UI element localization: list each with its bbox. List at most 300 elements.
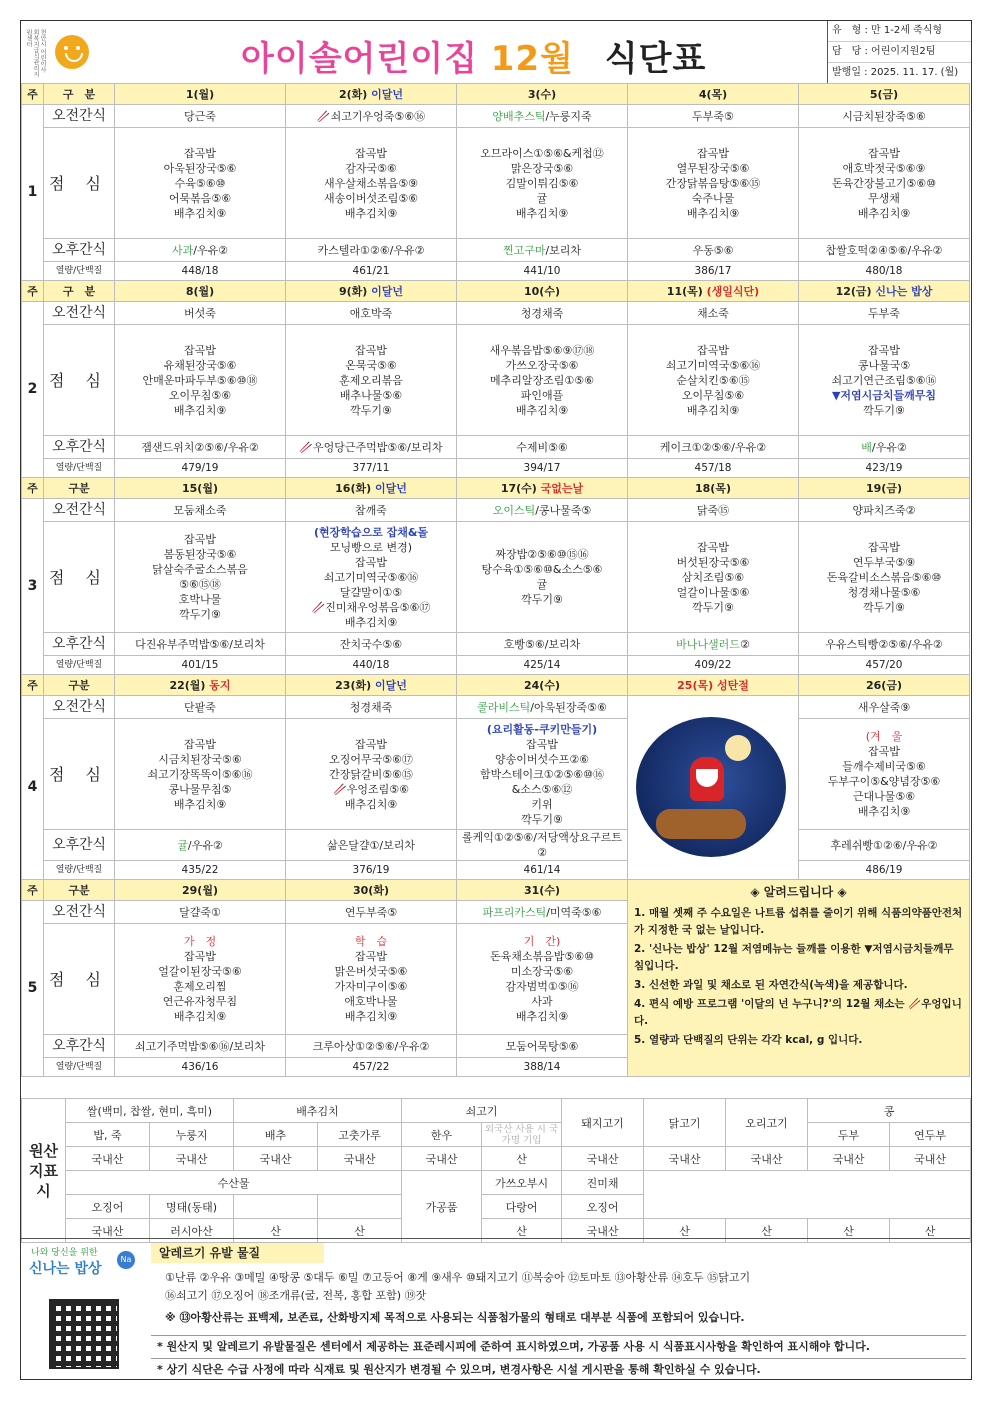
fruit-snack: 배	[861, 440, 872, 454]
origin-bean: 콩	[808, 1099, 971, 1123]
day-date: 24(수)	[524, 678, 560, 692]
origin-value: 산	[726, 1219, 808, 1243]
kcal-value: 461/21	[286, 262, 457, 281]
day-date: 22(월)	[169, 678, 206, 692]
origin-pollack: 명태(동태)	[150, 1195, 234, 1219]
day-date: 29(월)	[182, 883, 218, 897]
day-header	[115, 478, 286, 499]
lunch-row	[22, 522, 970, 633]
lunch-menu	[457, 522, 628, 633]
lunch-label: 점 심	[44, 128, 115, 239]
kcal-value: 401/15	[115, 656, 286, 675]
morning-row	[22, 499, 970, 522]
origin-value: 국내산	[402, 1147, 482, 1171]
menu-item: 잡곡밥	[355, 343, 387, 357]
origin-table	[21, 1098, 971, 1243]
menu-item: 아욱된장국⑤⑥	[163, 161, 237, 175]
kcal-value: 448/18	[115, 262, 286, 281]
afternoon-snack: 우동⑤⑥	[628, 239, 799, 262]
day-header	[628, 675, 799, 696]
lunch-menu	[286, 325, 457, 436]
menu-item: 들깨수제비국⑤⑥	[842, 760, 926, 773]
lunch-menu	[799, 128, 970, 239]
morning-snack: 연두부죽⑤	[286, 901, 457, 924]
day-date: 18(목)	[695, 481, 731, 495]
lunch-menu	[115, 128, 286, 239]
menu-item: 청경채나물⑤⑥	[847, 585, 921, 599]
afternoon-snack: 🥢우엉당근주먹밥⑤⑥/보리차	[286, 436, 457, 459]
brand-logo	[25, 1245, 137, 1375]
afternoon-label: 오후간식	[44, 633, 115, 656]
menu-item: 맑은장국⑤⑥	[510, 161, 574, 175]
afternoon-row	[22, 436, 970, 459]
allergy-main	[151, 1239, 966, 1382]
origin-value: 국내산	[66, 1219, 150, 1243]
menu-table	[21, 83, 970, 1077]
day-date: 15(월)	[182, 481, 218, 495]
menu-item: 🥢진미채우엉볶음⑤⑥⑰	[311, 600, 431, 614]
menu-item: 새송이버섯조림⑤⑥	[323, 191, 419, 205]
origin-pork: 돼지고기	[562, 1099, 644, 1147]
menu-item: 가쓰오장국⑤⑥	[505, 358, 579, 372]
origin-value: 산	[644, 1219, 726, 1243]
kcal-value: 377/11	[286, 459, 457, 478]
origin-seafood: 수산물	[66, 1171, 402, 1195]
week-header-row	[22, 84, 970, 105]
afternoon-snack: 잼샌드위치②⑤⑥/우유②	[115, 436, 286, 459]
origin-tofu: 두부	[808, 1123, 890, 1147]
origin-value: 산	[482, 1147, 562, 1171]
origin-value: 국내산	[644, 1147, 726, 1171]
menu-item: 잡곡밥	[355, 950, 387, 963]
day-header	[799, 281, 970, 302]
menu-item: 쇠고기연근조림⑤⑥⑯	[831, 373, 937, 387]
afternoon-label: 오후간식	[44, 830, 115, 861]
lunch-menu	[115, 924, 286, 1035]
morning-label: 오전간식	[44, 302, 115, 325]
week-header-row	[22, 478, 970, 499]
lunch-row	[22, 325, 970, 436]
menu-item: 간장닭갈비⑤⑥⑮	[329, 767, 413, 781]
menu-item: 배추나물⑤⑥	[339, 388, 403, 402]
kcal-value: 457/18	[628, 459, 799, 478]
morning-snack: 채소죽	[628, 302, 799, 325]
lunch-label: 점 심	[44, 719, 115, 830]
kcal-value: 435/22	[115, 861, 286, 880]
menu-item: 모닝빵으로 변경)	[329, 540, 413, 554]
afternoon-snack: 크루아상①②⑤⑥/우유②	[286, 1035, 457, 1058]
gubun-label: 구분	[44, 880, 115, 901]
lunch-menu	[628, 325, 799, 436]
logo-text: 천안시 어린이사회복지급식관리지원센터	[25, 29, 46, 77]
menu-item: 감자국⑤⑥	[345, 161, 397, 175]
menu-item: 깍두기⑨	[350, 403, 392, 417]
afternoon-snack: 바나나샐러드②	[628, 633, 799, 656]
afternoon-snack: 후레쉬빵①②⑥/우유②	[799, 830, 970, 861]
title-daycare: 아이솔어린이집	[241, 39, 478, 79]
kcal-value: 461/14	[457, 861, 628, 880]
menu-item: 쇠고기미역국⑤⑥⑯	[665, 358, 761, 372]
week-number: 1	[22, 105, 44, 281]
menu-item: 깍두기⑨	[179, 608, 221, 621]
kcal-label: 열량/단백질	[44, 262, 115, 281]
afternoon-row	[22, 633, 970, 656]
menu-item: 귤	[536, 191, 548, 205]
footnote-origin: * 원산지 및 알레르기 유발물질은 센터에서 제공하는 표준레시피에 준하여 표시하였으며, 가공품 사용 시 식품표시사항을 확인하여 표시해야 합니다.	[151, 1335, 966, 1357]
kcal-value: 457/20	[799, 656, 970, 675]
kcal-row	[22, 262, 970, 281]
origin-chicken: 닭고기	[644, 1099, 726, 1147]
fruit-snack: 콜라비스틱	[477, 700, 531, 714]
menu-item: 잡곡밥	[868, 343, 900, 357]
afternoon-row	[22, 830, 970, 861]
menu-sheet	[20, 20, 972, 1380]
afternoon-snack: 케이크①②⑤⑥/우유②	[628, 436, 799, 459]
origin-value: 국내산	[726, 1147, 808, 1171]
day-header	[115, 281, 286, 302]
lunch-menu	[286, 719, 457, 830]
origin-hanwoo: 한우	[402, 1123, 482, 1147]
menu-item: 잡곡밥	[184, 343, 216, 357]
afternoon-snack: 찐고구마/보리차	[457, 239, 628, 262]
menu-item: 쇠고기미역국⑤⑥⑯	[323, 570, 419, 584]
menu-item: 오징어무국⑤⑥⑰	[329, 752, 413, 766]
lunch-menu	[799, 719, 970, 830]
kcal-value: 441/10	[457, 262, 628, 281]
kcal-label: 열량/단백질	[44, 656, 115, 675]
menu-item: 순살치킨⑤⑥⑮	[676, 373, 750, 387]
week-header-row	[22, 281, 970, 302]
week-header-row	[22, 880, 970, 901]
origin-value: 산	[890, 1219, 971, 1243]
morning-label: 오전간식	[44, 696, 115, 719]
menu-item: 잡곡밥	[697, 343, 729, 357]
menu-item: 훈제오리찜	[173, 980, 227, 993]
header-meta	[827, 21, 971, 83]
morning-row	[22, 105, 970, 128]
morning-snack: 오이스틱/콩나물죽⑤	[457, 499, 628, 522]
lunch-menu	[286, 128, 457, 239]
day-header	[799, 478, 970, 499]
menu-item: 무생채	[868, 191, 900, 205]
morning-snack: 단팥죽	[115, 696, 286, 719]
day-tag: 동지	[205, 678, 231, 692]
week-label: 주	[22, 675, 44, 696]
day-date: 12(금)	[835, 284, 872, 298]
menu-item: 🥢우엉조림⑤⑥	[333, 782, 409, 796]
menu-item: 호박나물	[178, 593, 222, 606]
notice-box	[628, 880, 970, 1077]
morning-snack: 닭죽⑮	[628, 499, 799, 522]
afternoon-snack: 다진유부주먹밥⑤⑥/보리차	[115, 633, 286, 656]
lunch-menu	[457, 128, 628, 239]
menu-item: 잡곡밥	[697, 146, 729, 160]
day-date: 2(화)	[338, 87, 368, 101]
lunch-menu	[457, 719, 628, 830]
kcal-value: 409/22	[628, 656, 799, 675]
origin-value: 산	[808, 1219, 890, 1243]
week-label: 주	[22, 84, 44, 105]
notice-item: 1. 매월 셋째 주 수요일은 나트륨 섭취를 줄이기 위해 식품의약품안전처가 지정한 국 없는 날입니다.	[634, 907, 963, 936]
menu-item: 배추김치⑨	[344, 206, 398, 220]
day-date: 3(수)	[527, 87, 557, 101]
meta-date: 발행일 : 2025. 11. 17. (월)	[832, 67, 959, 78]
day-tag: 이달넌	[367, 87, 404, 101]
day-header	[457, 675, 628, 696]
origin-value: 국내산	[150, 1147, 234, 1171]
origin-duck: 오리고기	[726, 1099, 808, 1147]
afternoon-snack: 찹쌀호떡②④⑤⑥/우유②	[799, 239, 970, 262]
menu-item: 기 간)	[523, 935, 561, 948]
menu-item: 훈제오리볶음	[339, 373, 403, 387]
afternoon-snack: 수제비⑤⑥	[457, 436, 628, 459]
day-header	[115, 880, 286, 901]
week-header-row	[22, 675, 970, 696]
menu-item: 잡곡밥	[355, 737, 387, 751]
menu-item: 깍두기⑨	[863, 403, 905, 417]
menu-item: 배추김치⑨	[173, 403, 227, 417]
menu-item: 콩나물국⑤	[857, 358, 911, 372]
menu-item: 애호박나물	[344, 995, 398, 1008]
afternoon-snack: 롤케익①②⑤⑥/저당액상요구르트②	[457, 830, 628, 861]
menu-item: 배추김치⑨	[686, 206, 740, 220]
christmas-illustration	[628, 696, 799, 880]
day-header	[628, 84, 799, 105]
morning-snack: 버섯죽	[115, 302, 286, 325]
day-header	[115, 675, 286, 696]
morning-snack: 새우살죽⑨	[799, 696, 970, 719]
menu-item: 쇠고기장똑똑이⑤⑥⑯	[147, 767, 253, 781]
menu-item: 깍두기⑨	[692, 600, 734, 614]
day-header	[286, 478, 457, 499]
day-header	[799, 84, 970, 105]
morning-snack: 두부죽	[799, 302, 970, 325]
lunch-menu	[286, 924, 457, 1035]
lunch-menu	[628, 522, 799, 633]
day-header	[628, 281, 799, 302]
origin-kimchi: 배추김치	[234, 1099, 402, 1123]
fruit-snack: 양배추스틱	[492, 109, 546, 123]
menu-item: 배추김치⑨	[173, 797, 227, 811]
menu-item: 오므라이스①⑤⑥&케첩⑫	[480, 146, 604, 160]
origin-value: 산	[318, 1219, 402, 1243]
afternoon-snack: 삶은달걀①/보리차	[286, 830, 457, 861]
day-header	[457, 84, 628, 105]
kcal-row	[22, 656, 970, 675]
day-date: 5(금)	[869, 87, 899, 101]
menu-item: 가 정	[183, 935, 217, 948]
menu-item: 숙주나물	[691, 191, 735, 205]
day-date: 25(목) 성탄절	[677, 678, 749, 692]
menu-item: 달걀말이①⑤	[339, 585, 403, 599]
origin-tuna: 다랑어	[482, 1195, 562, 1219]
menu-item: 봄동된장국⑤⑥	[163, 548, 237, 561]
origin-rice: 쌀(백미, 찹쌀, 현미, 흑미)	[66, 1099, 234, 1123]
origin-empty	[644, 1171, 971, 1219]
day-date: 23(화)	[335, 678, 372, 692]
kcal-label: 열량/단백질	[44, 459, 115, 478]
morning-snack: 파프리카스틱/미역죽⑤⑥	[457, 901, 628, 924]
fruit-snack: 파프리카스틱	[482, 905, 547, 919]
origin-value: 국내산	[562, 1219, 644, 1243]
menu-item: 잡곡밥	[355, 146, 387, 160]
week-label: 주	[22, 478, 44, 499]
menu-item: 잡곡밥	[526, 737, 558, 751]
fruit-snack: 바나나샐러드	[676, 637, 740, 651]
menu-item: 배추김치⑨	[515, 1010, 569, 1023]
menu-item: 안매운마파두부⑤⑥⑩⑱	[142, 373, 258, 387]
menu-item: 짜장밥②⑤⑥⑩⑮⑯	[495, 548, 589, 561]
moon-icon	[725, 735, 751, 761]
menu-item: 유채된장국⑤⑥	[163, 358, 237, 372]
kcal-value: 376/19	[286, 861, 457, 880]
morning-snack: 당근죽	[115, 105, 286, 128]
day-header	[628, 478, 799, 499]
page-title	[241, 31, 706, 80]
brand-name: 신나는 밥상	[29, 1261, 102, 1277]
lunch-menu	[115, 719, 286, 830]
week-label: 주	[22, 281, 44, 302]
lunch-menu	[115, 522, 286, 633]
morning-snack: 양배추스틱/누룽지죽	[457, 105, 628, 128]
day-tag: 이달넌	[371, 481, 407, 495]
allergy-list-1: ①난류 ②우유 ③메밀 ④땅콩 ⑤대두 ⑥밀 ⑦고등어 ⑧게 ⑨새우 ⑩돼지고기 ⑪복숭아 ⑫토마토 ⑬아황산류 ⑭호두 ⑮닭고기	[165, 1271, 751, 1284]
menu-item: 닭살숙주굴소스볶음	[152, 563, 248, 576]
origin-katsuobushi: 가쓰오부시	[482, 1171, 562, 1195]
day-tag: 이달넌	[371, 678, 407, 692]
lunch-label: 점 심	[44, 325, 115, 436]
menu-item: 열무된장국⑤⑥	[676, 161, 750, 175]
morning-snack: 콜라비스틱/아욱된장죽⑤⑥	[457, 696, 628, 719]
menu-item: 얼갈이된장국⑤⑥	[158, 965, 242, 978]
menu-item: 배추김치⑨	[344, 1010, 398, 1023]
menu-item: 양송이버섯수프②⑥	[494, 752, 590, 766]
week-label: 주	[22, 880, 44, 901]
morning-snack: 두부죽⑤	[628, 105, 799, 128]
menu-item: 함박스테이크①②⑤⑥⑩⑯	[479, 767, 605, 781]
morning-snack: 시금치된장죽⑤⑥	[799, 105, 970, 128]
day-header	[286, 880, 457, 901]
meta-manager: 담 당 : 어린이지원2팀	[828, 42, 971, 63]
lunch-menu	[628, 128, 799, 239]
kcal-value: 425/14	[457, 656, 628, 675]
lunch-menu	[115, 325, 286, 436]
menu-item: 깍두기⑨	[863, 600, 905, 614]
menu-item: 수육⑤⑥⑩	[174, 176, 226, 190]
day-header	[286, 84, 457, 105]
kcal-value: 386/17	[628, 262, 799, 281]
day-header	[286, 675, 457, 696]
morning-snack: 양파치즈죽②	[799, 499, 970, 522]
menu-item: &소스⑤⑥⑫	[511, 782, 573, 796]
menu-item: 배추김치⑨	[857, 206, 911, 220]
afternoon-label: 오후간식	[44, 239, 115, 262]
origin-value: 국내산	[562, 1147, 644, 1171]
week-number: 2	[22, 302, 44, 478]
allergy-note: ※ ⑬아황산류는 표백제, 보존료, 산화방지제 목적으로 사용되는 식품첨가물의 형태로 대부분 식품에 포함되어 있습니다.	[165, 1311, 745, 1324]
menu-item: 온묵국⑤⑥	[345, 358, 397, 372]
menu-item: 연두부국⑤⑨	[852, 555, 916, 569]
lunch-menu	[799, 522, 970, 633]
day-tag: 신나는 밥상	[871, 284, 933, 298]
origin-empty	[318, 1195, 402, 1219]
menu-item: 귤	[536, 578, 548, 591]
menu-item: 김말이튀김⑤⑥	[505, 176, 579, 190]
menu-item: 배추김치⑨	[173, 1010, 227, 1023]
week-number: 4	[22, 696, 44, 880]
kcal-value: 436/16	[115, 1058, 286, 1077]
origin-value: 러시아산	[150, 1219, 234, 1243]
day-tag: (생일식단)	[702, 284, 760, 298]
afternoon-row	[22, 239, 970, 262]
menu-item: 탕수육①⑤⑥⑩&소스⑤⑥	[481, 563, 603, 576]
qr-code-icon[interactable]	[49, 1299, 119, 1369]
header	[21, 21, 970, 84]
kcal-value: 479/19	[115, 459, 286, 478]
menu-item: 잡곡밥	[697, 540, 729, 554]
menu-item: 미소장국⑤⑥	[510, 965, 574, 978]
menu-item: ▼저염시금치들깨무침	[831, 388, 937, 402]
menu-item: 배추김치⑨	[344, 615, 398, 629]
day-header	[457, 281, 628, 302]
menu-item: 간장닭볶음탕⑤⑥⑮	[665, 176, 761, 190]
fruit-snack: 찐고구마	[502, 243, 546, 257]
menu-item: 버섯된장국⑤⑥	[676, 555, 750, 569]
day-header	[115, 84, 286, 105]
allergy-section	[21, 1238, 970, 1382]
origin-value: 산	[234, 1219, 318, 1243]
menu-item: 잡곡밥	[868, 540, 900, 554]
afternoon-label: 오후간식	[44, 1035, 115, 1058]
morning-snack: 모둠채소죽	[115, 499, 286, 522]
menu-item: 근대나물⑤⑥	[852, 790, 916, 803]
santa-beard	[696, 769, 718, 787]
day-date: 8(월)	[185, 284, 215, 298]
gubun-label: 구 분	[44, 281, 115, 302]
menu-item: 새우볶음밥⑤⑥⑨⑰⑱	[489, 343, 595, 357]
origin-squid: 오징어	[66, 1195, 150, 1219]
menu-item: 배추김치⑨	[344, 797, 398, 811]
menu-item: 얼갈이나물⑤⑥	[676, 585, 750, 599]
smile-logo-icon	[55, 35, 89, 69]
menu-item: 잡곡밥	[184, 533, 216, 546]
day-date: 19(금)	[866, 481, 902, 495]
menu-item: 맑은버섯국⑤⑥	[334, 965, 408, 978]
menu-item: 키위	[531, 797, 553, 811]
day-date: 10(수)	[524, 284, 560, 298]
lunch-row	[22, 128, 970, 239]
morning-row	[22, 302, 970, 325]
menu-item: 연근유자청무침	[162, 995, 238, 1008]
afternoon-snack: 사과/우유②	[115, 239, 286, 262]
day-tag: 이달넌	[367, 284, 404, 298]
origin-rice-porridge: 밥, 죽	[66, 1123, 150, 1147]
footnote-change: * 상기 식단은 수급 사정에 따라 식재료 및 원산지가 변경될 수 있으며, 변경사항은 시설 게시판을 통해 확인하실 수 있습니다.	[151, 1358, 966, 1380]
lunch-label: 점 심	[44, 522, 115, 633]
origin-value: 국내산	[808, 1147, 890, 1171]
kcal-value: 394/17	[457, 459, 628, 478]
origin-jinmichae: 진미채	[562, 1171, 644, 1195]
day-date: 9(화)	[338, 284, 368, 298]
notice-item: 2. '신나는 밥상' 12월 저염메뉴는 들깨를 이용한 ▼저염시금치들깨무침입니다.	[634, 943, 954, 972]
afternoon-snack: 호빵⑤⑥/보리차	[457, 633, 628, 656]
morning-label: 오전간식	[44, 901, 115, 924]
title-menu: 식단표	[604, 39, 707, 79]
menu-item: (겨 울	[865, 730, 903, 743]
origin-empty	[234, 1195, 318, 1219]
menu-item: 오이무침⑤⑥	[681, 388, 745, 402]
morning-row	[22, 696, 970, 719]
